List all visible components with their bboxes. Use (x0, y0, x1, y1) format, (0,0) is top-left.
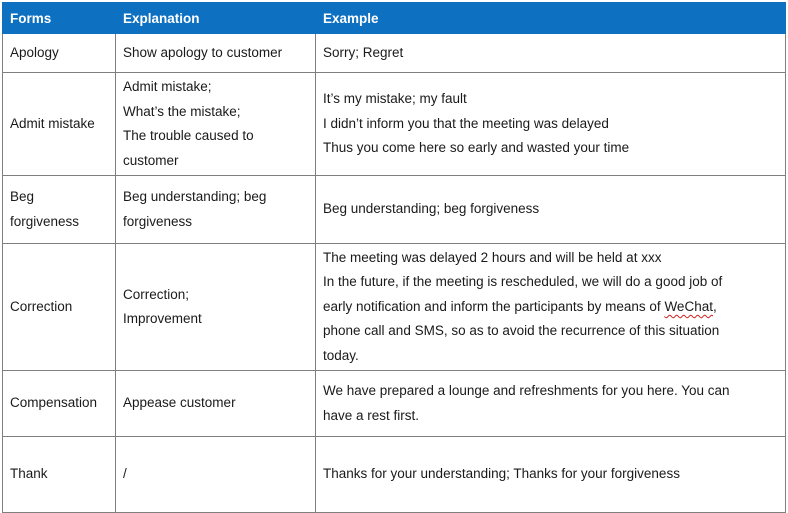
header-example: Example (316, 3, 786, 34)
explanation-cell: Admit mistake; What’s the mistake; The trouble caused to customer (116, 73, 316, 176)
example-cell: The meeting was delayed 2 hours and will be held at xxx In the future, if the meeting is rescheduled, we will do a good job of early notification and inform the participants by means of WeChat, phone call and SMS, so as to avoid the recurrence of this situation today. (316, 244, 786, 371)
explanation-cell: Appease customer (116, 371, 316, 437)
table-row (3, 371, 786, 437)
table-row (3, 244, 786, 371)
example-cell: Beg understanding; beg forgiveness (316, 176, 786, 244)
table-row (3, 34, 786, 73)
table-row (3, 73, 786, 176)
form-cell: Apology (3, 34, 116, 73)
apology-forms-table (2, 2, 786, 513)
example-cell: Sorry; Regret (316, 34, 786, 73)
explanation-cell: Show apology to customer (116, 34, 316, 73)
header-explanation: Explanation (116, 3, 316, 34)
example-cell: We have prepared a lounge and refreshments for you here. You can have a rest first. (316, 371, 786, 437)
table-header-row (3, 3, 786, 34)
explanation-cell: Correction; Improvement (116, 244, 316, 371)
explanation-cell: Beg understanding; beg forgiveness (116, 176, 316, 244)
header-forms: Forms (3, 3, 116, 34)
example-cell: Thanks for your understanding; Thanks for your forgiveness (316, 437, 786, 513)
form-cell: Compensation (3, 371, 116, 437)
spellcheck-underlined-word: WeChat (664, 298, 713, 314)
table-row (3, 176, 786, 244)
form-cell: Beg forgiveness (3, 176, 116, 244)
form-cell: Admit mistake (3, 73, 116, 176)
table-row (3, 437, 786, 513)
form-cell: Thank (3, 437, 116, 513)
form-cell: Correction (3, 244, 116, 371)
example-cell: It’s my mistake; my fault I didn’t inform you that the meeting was delayed Thus you come here so early and wasted your time (316, 73, 786, 176)
explanation-cell: / (116, 437, 316, 513)
